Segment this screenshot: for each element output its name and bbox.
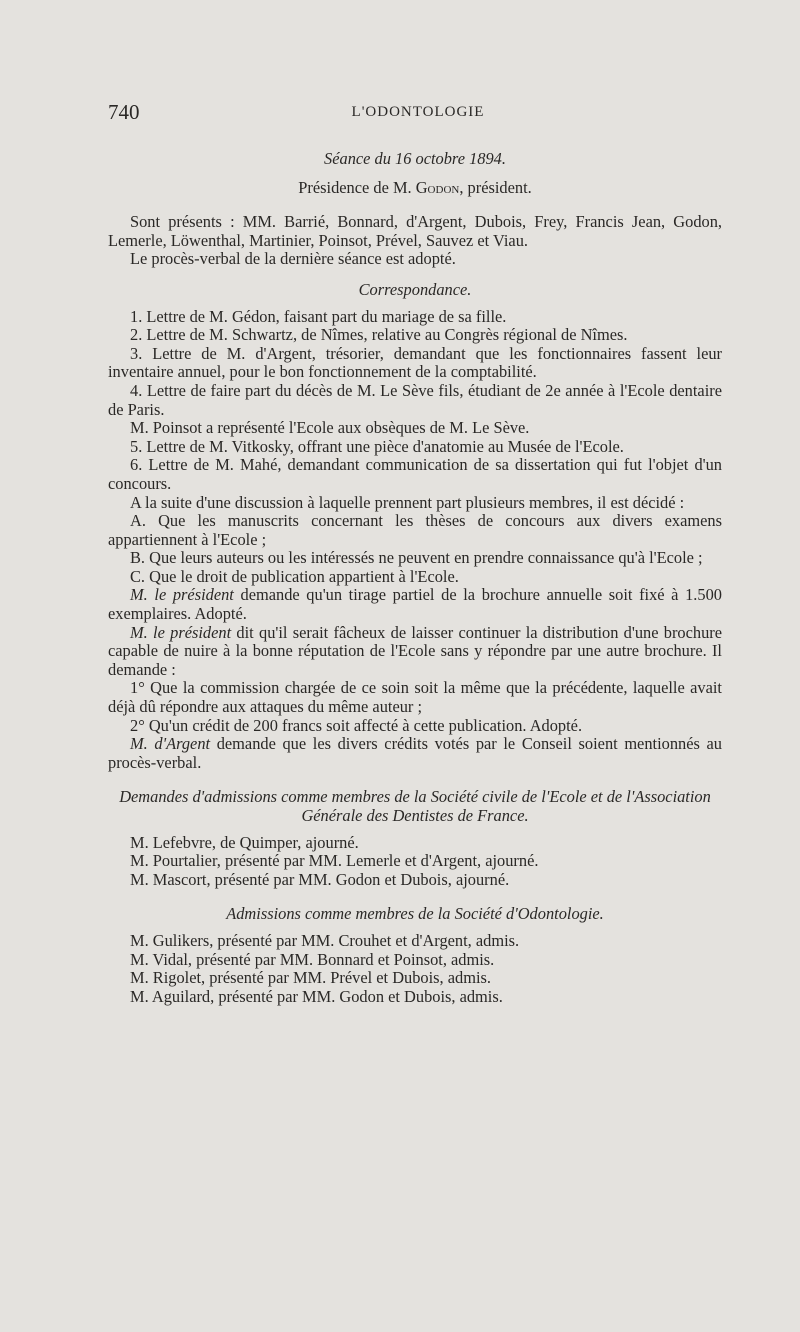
motion-text: dit qu'il serait fâcheux de laisser continuer la distribution d'une brochure capable de nuire à la bonne réputation de l'Ecole sans y répondre par une autre brochure. Il demande :: [108, 622, 723, 679]
page-number: 740: [108, 100, 140, 124]
session-presidence: [108, 179, 722, 198]
speaker: M. d'Argent: [130, 734, 211, 754]
president-motion-2: [108, 624, 722, 680]
session-date: Séance du 16 octobre 1894.: [324, 149, 506, 168]
argent-motion: [108, 735, 722, 772]
list-item: M. Pourtalier, présenté par MM. Lemerle et d'Argent, ajourné.: [130, 851, 539, 871]
list-item: M. Vidal, présenté par MM. Bonnard et Poinsot, admis.: [130, 949, 495, 969]
body-text: [108, 150, 722, 1006]
demandes-heading: Demandes d'admissions comme membres de la Société civile de l'Ecole et de l'Association Générale des Dentistes de France.: [119, 787, 711, 825]
list-item: B. Que leurs auteurs ou les intéressés ne peuvent en prendre connaissance qu'à l'Ecole ;: [130, 548, 703, 568]
motion-text: demande que les divers crédits votés par le Conseil soient mentionnés au procès-verbal.: [108, 734, 722, 772]
speaker: M. le président: [130, 585, 234, 605]
list-item: M. Mascort, présenté par MM. Godon et Dubois, ajourné.: [130, 869, 510, 889]
admissions-heading: Admissions comme membres de la Société d'Odontologie.: [226, 904, 604, 924]
list-item: 2. Lettre de M. Schwartz, de Nîmes, relative au Congrès régional de Nîmes.: [130, 325, 628, 345]
president-motion-1: [108, 586, 722, 623]
motion-text: demande qu'un tirage partiel de la brochure annuelle soit fixé à 1.500 exemplaires. Adopté.: [108, 585, 722, 624]
list-item: 5. Lettre de M. Vitkosky, offrant une pièce d'anatomie au Musée de l'Ecole.: [130, 436, 624, 456]
presidence-name: Godon: [415, 177, 460, 197]
list-item: A la suite d'une discussion à laquelle prennent part plusieurs membres, il est décidé :: [130, 492, 685, 512]
correspondance-heading: Correspondance.: [358, 279, 472, 299]
list-item: 1. Lettre de M. Gédon, faisant part du mariage de sa fille.: [130, 306, 507, 326]
speaker: M. le président: [130, 622, 232, 642]
demande-item-1: 1° Que la commission chargée de ce soin soit la même que la précédente, laquelle avait déjà dû répondre aux attaques du même auteur ;: [108, 678, 722, 717]
presidence-suffix: , président.: [459, 177, 532, 197]
demande-item-2: 2° Qu'un crédit de 200 francs soit affecté à cette publication. Adopté.: [130, 715, 583, 735]
list-item: A. Que les manuscrits concernant les thèses de concours aux divers examens appartiennent à l'Ecole ;: [108, 511, 722, 549]
running-header: [108, 100, 728, 130]
presents-paragraph: Sont présents : MM. Barrié, Bonnard, d'Argent, Dubois, Frey, Francis Jean, Godon, Lemerle, Löwenthal, Martinier, Poinsot, Prével, Sauvez et Viau.: [108, 212, 722, 250]
list-item: M. Rigolet, présenté par MM. Prével et Dubois, admis.: [130, 968, 491, 988]
list-item: M. Lefebvre, de Quimper, ajourné.: [130, 832, 359, 852]
presidence-prefix: Présidence de M.: [298, 177, 416, 197]
list-item: 4. Lettre de faire part du décès de M. Le Sève fils, étudiant de 2e année à l'Ecole dentaire de Paris.: [108, 380, 722, 419]
proces-verbal-paragraph: Le procès-verbal de la dernière séance est adopté.: [130, 249, 456, 269]
list-item: 6. Lettre de M. Mahé, demandant communication de sa dissertation qui fut l'objet d'un concours.: [108, 455, 722, 493]
list-item: M. Aguilard, présenté par MM. Godon et Dubois, admis.: [130, 986, 503, 1006]
running-title: L'ODONTOLOGIE: [351, 104, 485, 120]
list-item: 3. Lettre de M. d'Argent, trésorier, demandant que les fonctionnaires fassent leur inventaire annuel, pour le bon fonctionnement de la comptabilité.: [108, 343, 722, 382]
list-item: C. Que le droit de publication appartient à l'Ecole.: [130, 566, 459, 586]
list-item: M. Gulikers, présenté par MM. Crouhet et d'Argent, admis.: [130, 930, 520, 950]
list-item: M. Poinsot a représenté l'Ecole aux obsèques de M. Le Sève.: [130, 418, 530, 438]
